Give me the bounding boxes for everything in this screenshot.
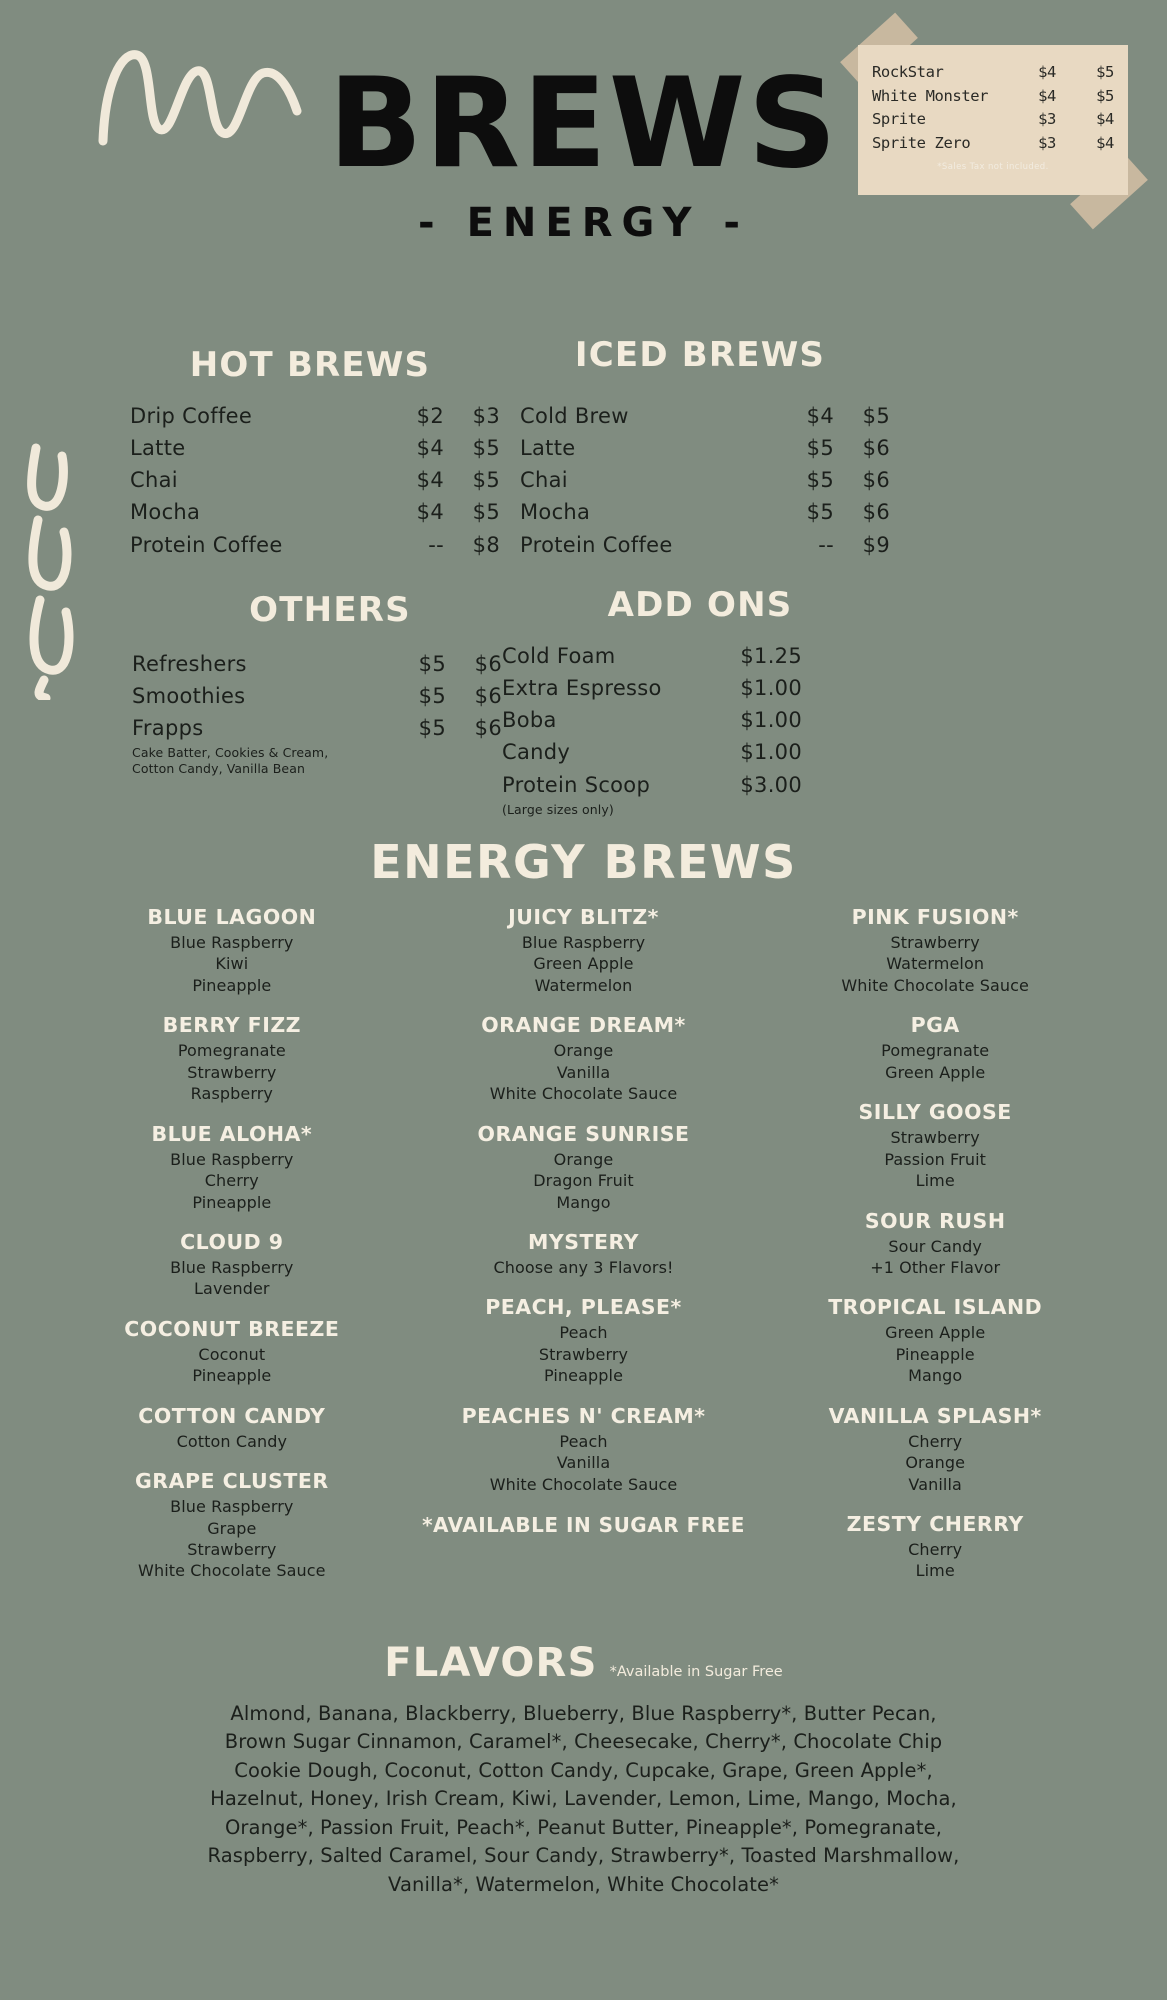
sticky-price-large: $5 — [1096, 86, 1114, 105]
flavors-line: Almond, Banana, Blackberry, Blueberry, Blue Raspberry*, Butter Pecan, — [230, 1702, 937, 1725]
item-name: Protein Coffee — [520, 532, 673, 557]
large-sizes-only-note: (Large sizes only) — [502, 801, 614, 817]
energy-brew-ingredient: Vanilla — [908, 1474, 962, 1494]
sticky-price-large: $4 — [1096, 110, 1114, 129]
energy-brew-item — [62, 1404, 402, 1452]
hot-brews-heading: HOT BREWS — [189, 345, 431, 385]
item-name: Drip Coffee — [130, 404, 253, 428]
energy-brew-name: COCONUT BREEZE — [124, 1316, 340, 1341]
menu-row — [502, 704, 802, 736]
energy-brew-name: PINK FUSION* — [851, 905, 1019, 929]
item-name: Latte — [520, 436, 576, 461]
sticky-item-name: Sprite — [872, 110, 926, 129]
energy-brew-ingredient: Cherry — [204, 1171, 259, 1191]
energy-brew-ingredient: Sour Candy — [888, 1236, 982, 1256]
energy-brew-ingredient: Strawberry — [890, 1128, 980, 1148]
energy-brew-ingredient: Vanilla — [556, 1453, 611, 1473]
energy-brew-item — [765, 1209, 1105, 1279]
energy-brew-item — [62, 905, 402, 996]
energy-brew-ingredient: Pineapple — [543, 1366, 624, 1386]
menu-row — [520, 496, 890, 528]
price-large: $5 — [472, 500, 500, 525]
energy-brew-ingredient: Cotton Candy — [176, 1431, 288, 1451]
brand-subtitle: - ENERGY - — [418, 200, 749, 246]
item-name: Chai — [130, 468, 178, 493]
energy-brew-name: CLOUD 9 — [180, 1229, 284, 1254]
energy-brew-name: BLUE ALOHA* — [151, 1121, 313, 1146]
frapps-flavors-line-1: Cake Batter, Cookies & Cream, — [132, 745, 329, 761]
energy-brew-ingredient: Mango — [908, 1366, 963, 1386]
price: $1.00 — [740, 676, 802, 701]
menu-row — [130, 496, 500, 528]
energy-brew-ingredient: Strawberry — [538, 1344, 629, 1364]
energy-brew-ingredient: Pineapple — [192, 975, 272, 995]
item-name: Boba — [502, 708, 557, 733]
energy-brew-item — [62, 1317, 402, 1387]
energy-brew-item — [414, 1404, 754, 1495]
energy-brews-column-right — [759, 905, 1111, 1599]
energy-brew-item — [62, 1122, 402, 1213]
item-name: Refreshers — [132, 652, 247, 676]
item-name: Latte — [130, 436, 186, 461]
energy-brew-ingredient: Lime — [915, 1171, 955, 1191]
energy-brew-name: JUICY BLITZ* — [508, 905, 659, 929]
price-small: -- — [818, 532, 834, 557]
sugar-free-footnote: *AVAILABLE IN SUGAR FREE — [422, 1513, 745, 1537]
sticky-price-small: $4 — [1038, 86, 1056, 105]
energy-brew-name: COTTON CANDY — [138, 1403, 326, 1428]
add-ons-heading: ADD ONS — [607, 585, 793, 625]
energy-brew-ingredient: Peach — [559, 1323, 608, 1343]
menu-row — [130, 400, 500, 432]
energy-brew-ingredient: Lime — [915, 1561, 955, 1581]
flavors-heading-row — [0, 1640, 1167, 1686]
flavors-line: Orange*, Passion Fruit, Peach*, Peanut Butter, Pineapple*, Pomegranate, — [224, 1815, 943, 1839]
energy-brew-ingredient: White Chocolate Sauce — [489, 1084, 678, 1104]
price-large: $6 — [862, 436, 890, 461]
price-small: $5 — [418, 652, 446, 676]
item-name: Mocha — [520, 500, 591, 525]
price-large: $6 — [474, 652, 502, 676]
price-small: $4 — [416, 500, 444, 525]
item-name: Chai — [520, 468, 568, 493]
energy-brew-item — [62, 1013, 402, 1104]
energy-brew-ingredient: Kiwi — [215, 954, 249, 974]
energy-brew-ingredient: Orange — [553, 1149, 614, 1169]
item-name: Protein Coffee — [130, 532, 283, 557]
energy-brew-item — [765, 1512, 1105, 1582]
sticky-price-small: $4 — [1038, 63, 1056, 81]
energy-brew-item — [765, 1013, 1105, 1083]
energy-brew-ingredient: Watermelon — [886, 954, 985, 974]
energy-brew-ingredient: Pineapple — [192, 1366, 272, 1386]
energy-brew-ingredient: Choose any 3 Flavors! — [493, 1257, 674, 1277]
sticky-price-small: $3 — [1038, 133, 1056, 152]
menu-row — [130, 464, 500, 496]
iced-brews-heading: ICED BREWS — [574, 335, 826, 375]
energy-brew-ingredient: Green Apple — [885, 1323, 986, 1343]
price-small: $5 — [418, 716, 446, 741]
sticky-price-large: $4 — [1096, 133, 1114, 152]
flavors-list — [60, 1700, 1107, 1899]
energy-brews-column-left — [56, 905, 408, 1599]
energy-brew-name: SOUR RUSH — [864, 1208, 1006, 1233]
energy-brew-ingredient: Pineapple — [895, 1344, 975, 1364]
energy-brew-ingredient: Blue Raspberry — [170, 933, 294, 952]
energy-brew-name: ORANGE DREAM* — [481, 1013, 686, 1038]
price: $1.00 — [740, 708, 802, 733]
energy-brew-ingredient: Orange — [905, 1453, 966, 1473]
energy-brew-ingredient: Peach — [559, 1431, 608, 1451]
price-large: $9 — [862, 532, 890, 557]
energy-brew-ingredient: Orange — [553, 1041, 614, 1061]
sticky-price-large: $5 — [1096, 63, 1114, 81]
menu-row — [502, 672, 802, 704]
frapps-flavors-line-2: Cotton Candy, Vanilla Bean — [132, 761, 305, 777]
sticky-item-name: Sprite Zero — [872, 133, 971, 152]
energy-brew-name: PEACH, PLEASE* — [485, 1295, 682, 1320]
item-name: Protein Scoop — [502, 772, 651, 797]
energy-brew-ingredient: Pineapple — [192, 1192, 272, 1212]
price-large: $5 — [862, 404, 890, 428]
flavors-line: Brown Sugar Cinnamon, Caramel*, Cheesecake, Cherry*, Chocolate Chip — [224, 1730, 943, 1754]
energy-brew-name: ORANGE SUNRISE — [477, 1121, 690, 1146]
energy-brew-ingredient: Passion Fruit — [884, 1149, 986, 1169]
item-name: Smoothies — [132, 684, 246, 709]
energy-brew-item — [62, 1230, 402, 1300]
sticky-price-small: $3 — [1038, 110, 1056, 129]
price-large: $6 — [862, 500, 890, 525]
energy-brew-item — [765, 1100, 1105, 1191]
energy-brew-ingredient: Strawberry — [890, 933, 980, 952]
item-name: Candy — [502, 740, 571, 765]
menu-row — [520, 400, 890, 432]
price: $1.25 — [740, 644, 802, 668]
energy-brew-ingredient: Green Apple — [533, 954, 634, 974]
brand-title: BREWS — [328, 52, 839, 196]
item-name: Frapps — [132, 716, 204, 741]
energy-brew-ingredient: Blue Raspberry — [170, 1149, 294, 1169]
menu-row — [502, 640, 802, 672]
energy-brew-name: MYSTERY — [528, 1229, 640, 1254]
hot-brews-list — [130, 400, 500, 561]
menu-row — [132, 648, 502, 680]
energy-brew-name: PGA — [910, 1013, 960, 1038]
price-large: $3 — [472, 404, 500, 428]
energy-brew-ingredient: Dragon Fruit — [533, 1171, 634, 1191]
energy-brew-item — [62, 1469, 402, 1582]
energy-brew-item — [765, 1404, 1105, 1495]
energy-brew-ingredient: Pomegranate — [177, 1041, 286, 1061]
energy-brew-ingredient: Mango — [556, 1192, 611, 1212]
price-small: $4 — [806, 404, 834, 428]
price-small: $5 — [418, 684, 446, 709]
energy-brew-ingredient: Strawberry — [187, 1062, 277, 1082]
energy-brew-ingredient: Blue Raspberry — [521, 933, 646, 952]
squiggle-decoration-left — [22, 440, 102, 700]
price-large: $8 — [472, 532, 500, 557]
price-small: -- — [428, 532, 444, 557]
item-name: Cold Brew — [520, 404, 629, 428]
menu-row — [132, 712, 502, 744]
energy-brew-name: PEACHES N' CREAM* — [461, 1403, 706, 1428]
flavors-heading: FLAVORS — [384, 1640, 598, 1686]
energy-brew-ingredient: Vanilla — [556, 1062, 611, 1082]
sticky-item-name: White Monster — [872, 86, 989, 105]
energy-brew-ingredient: Blue Raspberry — [170, 1257, 294, 1277]
price: $3.00 — [740, 772, 802, 797]
price-small: $5 — [806, 468, 834, 493]
energy-brew-name: BERRY FIZZ — [162, 1013, 302, 1038]
flavors-line: Raspberry, Salted Caramel, Sour Candy, Strawberry*, Toasted Marshmallow, — [207, 1844, 960, 1868]
menu-row — [520, 432, 890, 464]
price-large: $5 — [472, 468, 500, 493]
brand-logo — [0, 52, 1167, 246]
energy-brew-ingredient: Green Apple — [885, 1062, 986, 1082]
menu-row — [520, 529, 890, 561]
menu-row — [520, 464, 890, 496]
menu-row — [132, 680, 502, 712]
energy-brew-ingredient: Strawberry — [187, 1540, 277, 1559]
sales-tax-disclaimer: *Sales Tax not included. — [937, 162, 1049, 173]
price-large: $5 — [472, 436, 500, 461]
iced-brews-list — [520, 400, 890, 561]
energy-brew-item — [414, 905, 754, 996]
energy-brew-item — [414, 1122, 754, 1213]
price-small: $5 — [806, 500, 834, 525]
energy-brew-name: ZESTY CHERRY — [846, 1512, 1024, 1536]
add-ons-list — [502, 640, 802, 817]
energy-brew-ingredient: Coconut — [198, 1344, 266, 1364]
energy-brew-ingredient: Pomegranate — [881, 1041, 990, 1061]
energy-brew-ingredient: White Chocolate Sauce — [489, 1474, 678, 1494]
energy-brews-columns — [56, 905, 1111, 1599]
energy-brew-item — [414, 1295, 754, 1386]
menu-row — [130, 432, 500, 464]
price-large: $6 — [862, 468, 890, 493]
energy-brew-ingredient: White Chocolate Sauce — [138, 1561, 326, 1581]
item-name: Extra Espresso — [502, 676, 662, 701]
energy-brew-ingredient: Raspberry — [190, 1084, 273, 1104]
flavors-sugar-free-note: *Available in Sugar Free — [609, 1664, 783, 1680]
flavors-line: Hazelnut, Honey, Irish Cream, Kiwi, Lavender, Lemon, Lime, Mango, Mocha, — [210, 1787, 957, 1811]
price: $1.00 — [740, 740, 802, 765]
energy-brew-ingredient: Lavender — [194, 1279, 270, 1299]
others-heading: OTHERS — [249, 590, 411, 630]
energy-brew-ingredient: Blue Raspberry — [170, 1497, 294, 1517]
energy-brew-ingredient: White Chocolate Sauce — [841, 975, 1029, 995]
energy-brew-ingredient: Cherry — [908, 1431, 963, 1451]
energy-brews-heading: ENERGY BREWS — [370, 835, 797, 889]
frapps-flavors-note — [132, 745, 502, 777]
price-large: $6 — [474, 716, 502, 741]
menu-row — [130, 529, 500, 561]
price-small: $2 — [416, 404, 444, 428]
price-large: $6 — [474, 684, 502, 709]
energy-brew-item — [414, 1230, 754, 1278]
price-small: $4 — [416, 468, 444, 493]
energy-brew-name: TROPICAL ISLAND — [828, 1295, 1043, 1320]
item-name: Mocha — [130, 500, 201, 525]
energy-brew-ingredient: Grape — [207, 1518, 257, 1538]
sticky-item-name: RockStar — [872, 63, 944, 81]
energy-brew-name: SILLY GOOSE — [858, 1100, 1012, 1125]
energy-brews-column-middle — [408, 905, 760, 1537]
item-name: Cold Foam — [502, 644, 616, 668]
flavors-line: Vanilla*, Watermelon, White Chocolate* — [388, 1872, 779, 1896]
energy-brew-item — [765, 905, 1105, 996]
flavors-line: Cookie Dough, Coconut, Cotton Candy, Cupcake, Grape, Green Apple*, — [234, 1758, 933, 1782]
energy-brew-name: VANILLA SPLASH* — [828, 1403, 1042, 1428]
energy-brew-ingredient: Cherry — [908, 1540, 963, 1559]
energy-brew-name: GRAPE CLUSTER — [134, 1469, 329, 1494]
price-small: $5 — [806, 436, 834, 461]
energy-brew-item — [414, 1013, 754, 1104]
energy-brew-item — [765, 1295, 1105, 1386]
energy-brew-name: BLUE LAGOON — [147, 905, 317, 929]
others-list — [132, 648, 502, 777]
menu-row — [502, 769, 802, 801]
price-small: $4 — [416, 436, 444, 461]
energy-brew-ingredient: +1 Other Flavor — [870, 1257, 1001, 1277]
menu-row — [502, 736, 802, 768]
energy-brew-ingredient: Watermelon — [534, 975, 633, 995]
